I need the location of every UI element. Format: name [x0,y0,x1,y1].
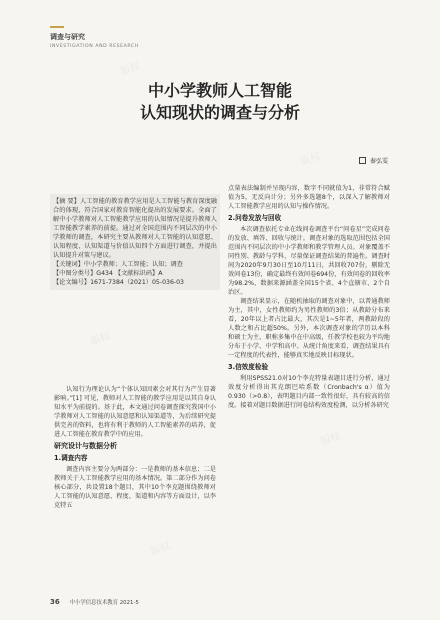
journal-issue: 2021-5 [119,600,139,606]
abstract-article-no: 【论文编号】1671-7384（2021）05-036-03 [53,279,184,286]
article-title-line1: 中小学教师人工智能 [147,81,292,100]
author [359,156,388,165]
body-paragraph: 调查结果显示，在随机抽取的调查对象中，以普通教师为主，其中，女性教师约为男性教师的3倍；从教龄分布来看，20年以上者占比最大，其次是1~5年者，两教龄段的人数之和占比超50%。另外，本次调查对象的学历以本科和硕士为主，职称多集中在中高级，任教学校也较为平均地分布于小学、中学和高中。从统计角度来看，调查结果具有一定程度的代表性，能够真实地反映目标现状。 [228,298,390,359]
abstract-keywords: 【关键词】中小学教师；人工智能；认知；调查 [53,261,183,268]
subsection-heading: 2.问卷发放与回收 [228,214,282,222]
body-paragraph: 利用SPSS21.0对10个李克特量表题目进行分析，通过效度分析得出其克朗巴哈系数（Cronbach's α）值为0.930（>0.8），表明题目内部一致性很好，具有较高的信度。接着对题目数据进行问卷结构效度检测，以分析各研究 [228,375,390,409]
author-square-icon [359,157,366,164]
article-title-line2: 认知现状的调查与分析 [139,103,300,122]
section-header [50,32,139,49]
watermark: 版权 [149,540,172,558]
subsection-heading: 1.调查内容 [54,454,88,462]
abstract-clc: 【中图分类号】G434 【文献标识码】A [53,270,163,277]
right-column [228,184,390,410]
header-accent-bar [50,26,64,28]
section-title-cn: 调查与研究 [50,33,85,41]
subsection-heading: 3.信效度检验 [228,363,269,371]
watermark: 版权 [319,430,342,448]
journal-name: 中小学信息技术教育 [69,600,118,606]
abstract-summary: 【摘 要】人工智能的教育教学应用是人工智能与教育深度融合的体现，符合国家对教育智能化提出的发展要求。全面了解中小学教师对人工智能教学应用的认知情况是提升教师人工智能教学素养的前提。通过对全国范围内不同层次的中小学教师的调查，本研究主要从教师对人工智能的认知意愿、认知程度、认知渠道与价值认知四个方面进行调查，并提出认知提升对策与建议。 [53,198,217,259]
body-paragraph: 调查内容主要分为两部分：一是教师的基本信息；二是教师关于人工智能教学应用的基本情况。第二部分作为问卷核心部分，共设置18个题目，其中10个李克题围绕教师对人工智能的认知意愿、程度、渠道和内容等方面设计，以李克特五 [54,466,216,509]
intro-paragraph: 认知行为理论认为“个体认知因素会对其行为产生显著影响。”[1] 可见，教师对人工智能的教学应用是以其自身认知水平为前提的。基于此，本文通过问卷调查探究我国中小学教师对人工智能的认知意愿和认知渠道等，为后续研究提供完善的资料，也将有利于教师的人工智能素养的培养，促进人工智能在教育教学中的应用。 [54,386,216,438]
watermark: 版权 [299,150,322,168]
body-paragraph: 本次调查依托专业在线问卷调查平台“问卷星”完成问卷的发放、填答、回收与统计。调查对象的选取范围包括全国范围内不同层次的中小学教师和教学管理人员。对象覆盖不同性别、教龄与学科，尽量保证调查结果的普遍性。调查时间为2020年9月30日至10月11日，共回收707份，剔除无效问卷13份，确定最终有效问卷694份，有效问卷的回收率为98.2%，数据来源涵盖全国15个省、4个直辖市、2个自治区。 [228,226,390,296]
section-heading: 研究设计与数据分析 [54,442,117,450]
page-number: 36 [50,598,60,606]
author-name: 秦弘雯 [369,158,388,165]
watermark: 版权 [89,330,112,348]
body-paragraph: 点量表法编制并呈现内容，数字不同就值为1，非常符合赋值为5，无反向计分；另外多选题8个，以深入了解教师对人工智能教学应用的认知与操作情况。 [228,185,390,210]
watermark: 版权 [119,60,142,78]
section-title-en: INVESTIGATION AND RESEARCH [50,44,139,49]
page-footer [50,598,139,606]
left-column [54,385,216,510]
abstract [53,197,217,287]
